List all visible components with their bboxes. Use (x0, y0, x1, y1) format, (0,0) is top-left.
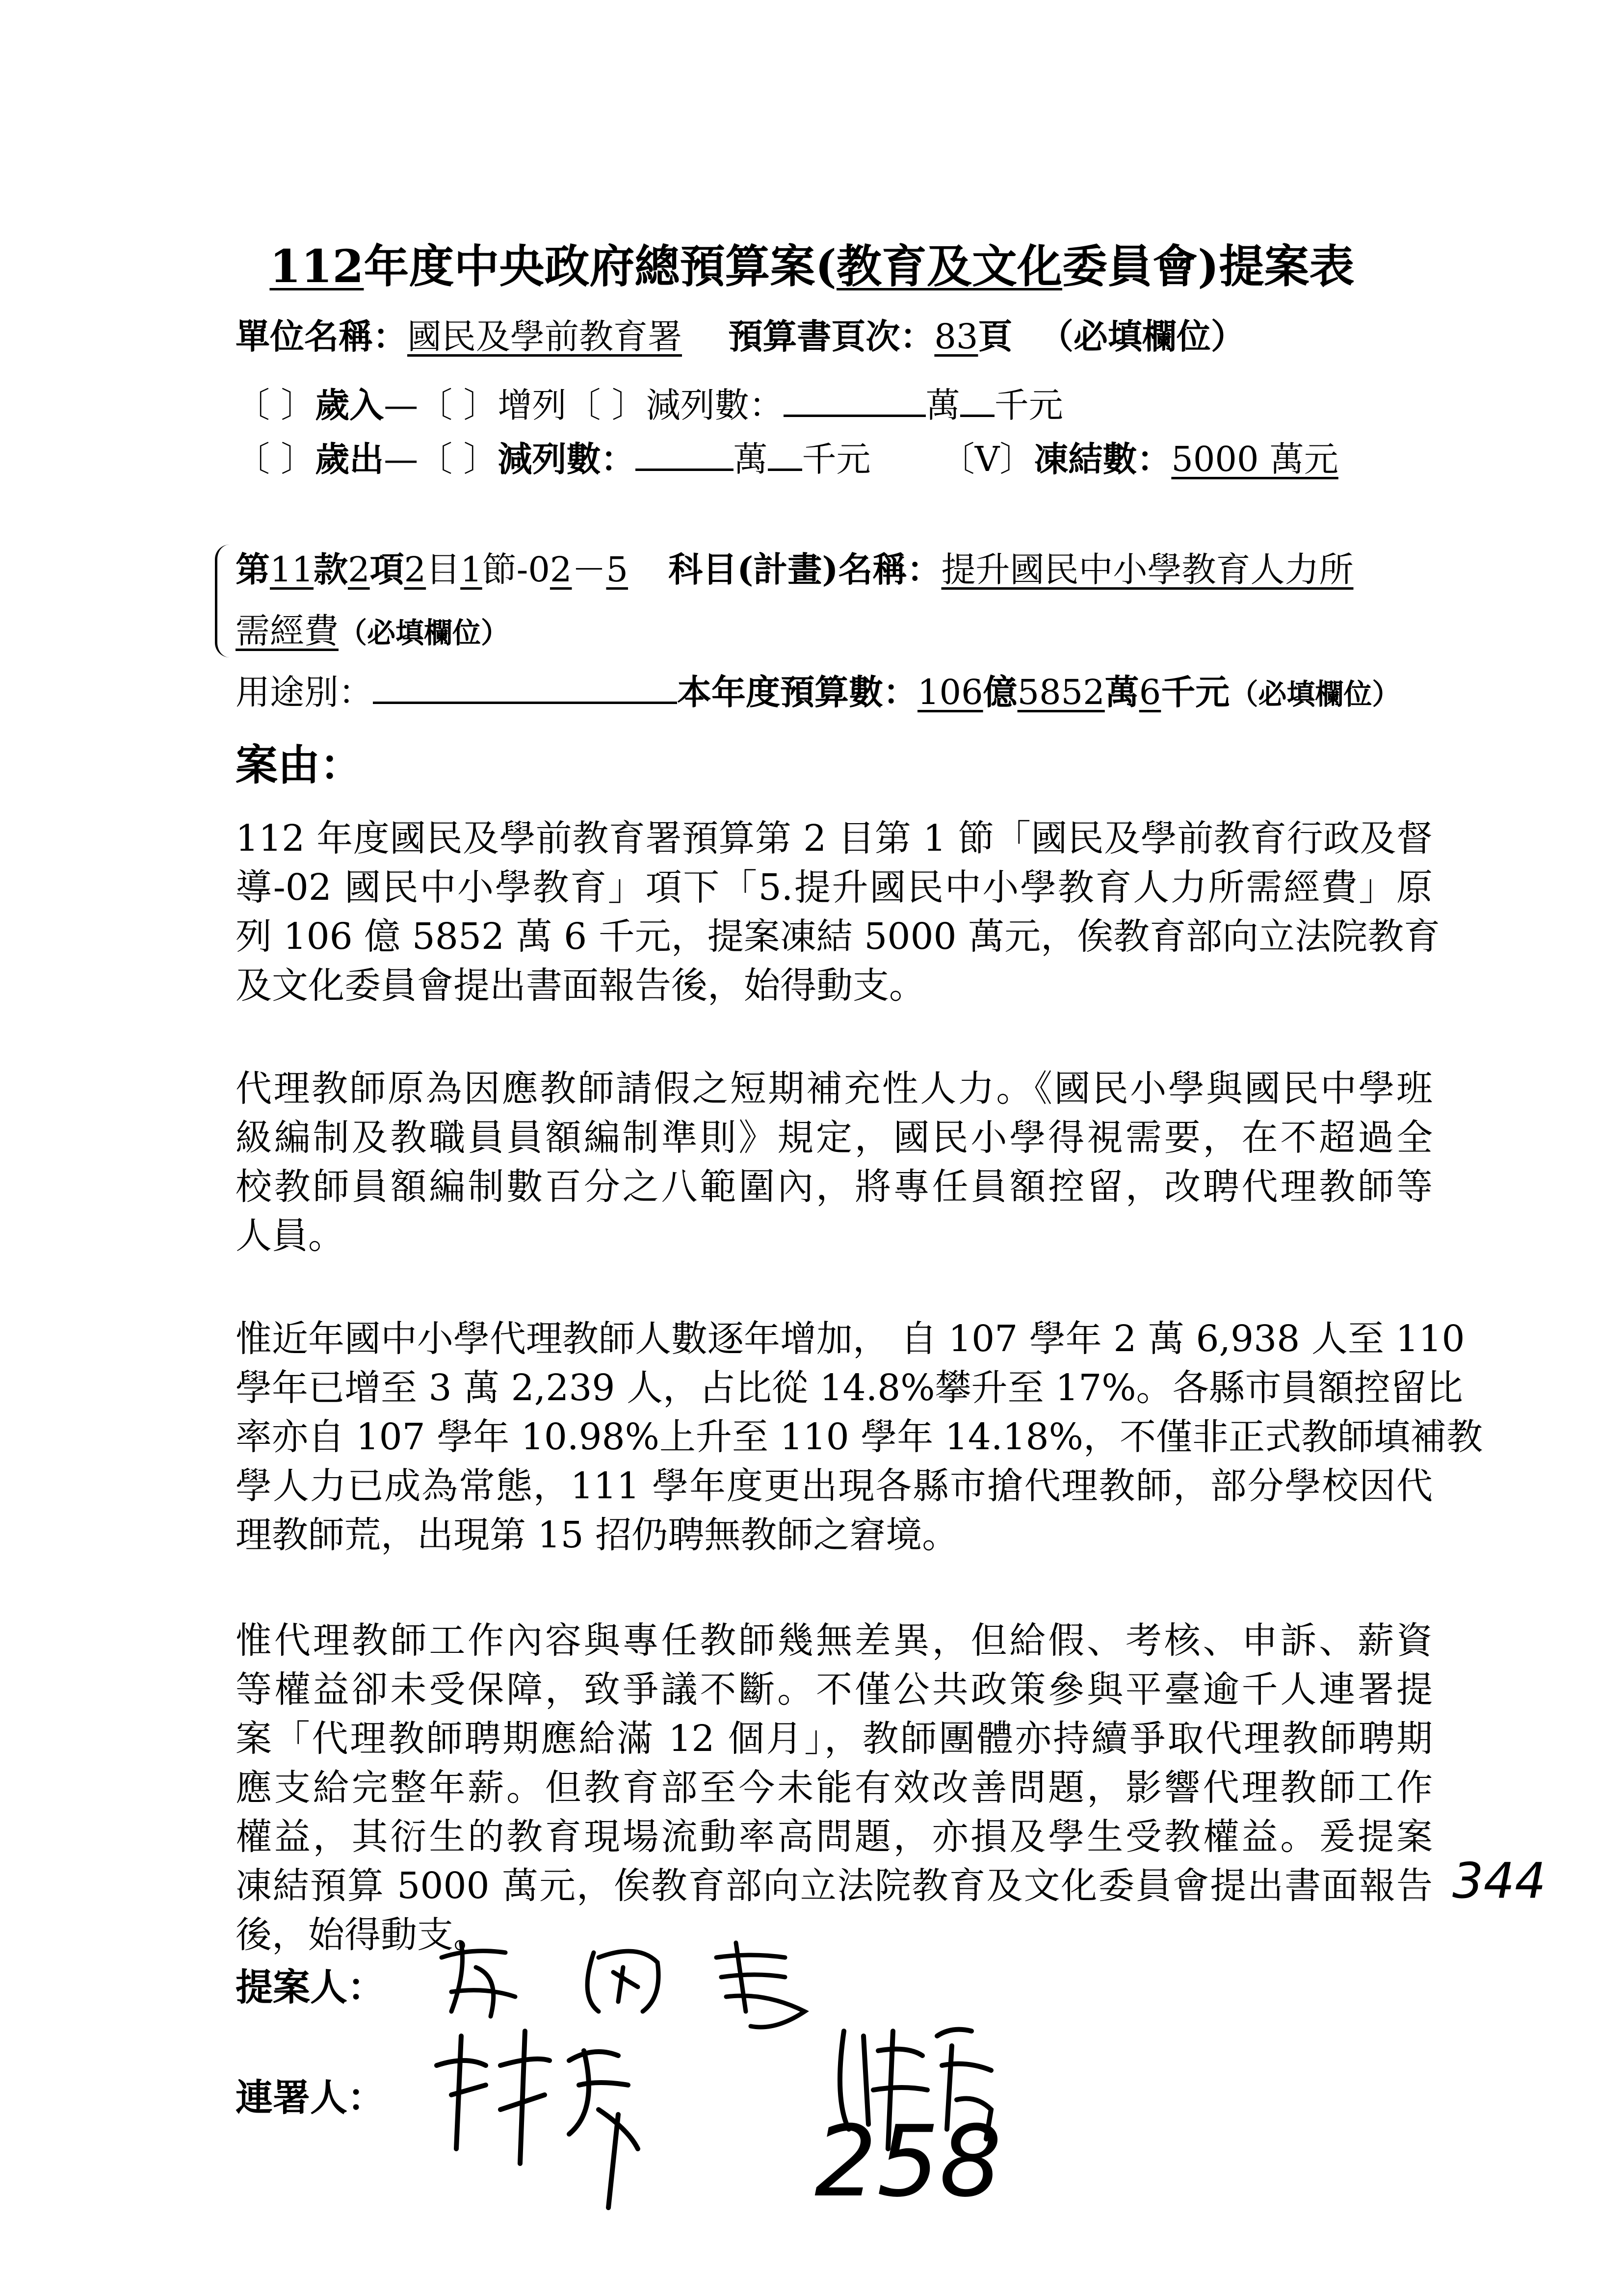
subject-row: 第11款2項2目1節-02－5 科目(計畫)名稱：提升國民中小學教育人力所 (236, 549, 1354, 590)
paragraph-line: 列 106 億 5852 萬 6 千元，提案凍結 5000 萬元，俟教育部向立法院教育 (236, 915, 1441, 958)
paragraph-line: 校教師員額編制數百分之八範圍內，將專任員額控留，改聘代理教師等 (236, 1166, 1433, 1208)
proposer-label: 提案人： (236, 1965, 385, 2009)
paragraph-line: 應支給完整年薪。但教育部至今未能有效改善問題，影響代理教師工作 (236, 1767, 1433, 1809)
paragraph-line: 學年已增至 3 萬 2,239 人，占比從 14.8%攀升至 17%。各縣市員額控留比 (236, 1367, 1463, 1409)
paragraph-line: 學人力已成為常態，111 學年度更出現各縣市搶代理教師，部分學校因代 (236, 1465, 1433, 1507)
paragraph-line: 112 年度國民及學前教育署預算第 2 目第 1 節「國民及學前教育行政及督 (236, 817, 1433, 860)
handwritten-number: 258 (814, 2105, 1002, 2219)
expense-checkbox: 〔 〕 (236, 439, 315, 479)
unit-name: 國民及學前教育署 (407, 316, 682, 357)
unit-row: 單位名稱：國民及學前教育署 預算書頁次：83頁 （必填欄位） (236, 316, 1245, 357)
subject-brace (215, 545, 237, 657)
paragraph-line: 後，始得動支。 (236, 1914, 490, 1956)
cosigner-label: 連署人： (236, 2076, 385, 2119)
page-number: 83 (934, 316, 978, 357)
handwritten-page-number: 344 (1452, 1852, 1546, 1909)
paragraph-line: 案「代理教師聘期應給滿 12 個月」，教師團體亦持續爭取代理教師聘期 (236, 1718, 1433, 1760)
freeze-checkbox: 〔V〕 (940, 439, 1034, 479)
expense-qian-blank (768, 439, 802, 471)
reason-heading: 案由： (236, 740, 362, 790)
document-title: 112年度中央政府總預算案(教育及文化委員會)提案表 (269, 240, 1355, 293)
cosigner-signatures (422, 2002, 1109, 2218)
paragraph-line: 權益，其衍生的教育現場流動率高問題，亦損及學生受教權益。爰提案 (236, 1816, 1433, 1858)
paragraph-line: 導-02 國民中小學教育」項下「5.提升國民中小學教育人力所需經費」原 (236, 866, 1433, 909)
usage-blank (373, 672, 677, 704)
paragraph-line: 及文化委員會提出書面報告後，始得動支。 (236, 965, 925, 1007)
paragraph-line: 凍結預算 5000 萬元，俟教育部向立法院教育及文化委員會提出書面報告 (236, 1865, 1433, 1907)
paragraph-line: 代理教師原為因應教師請假之短期補充性人力。《國民小學與國民中學班 (236, 1068, 1433, 1110)
revenue-row: 〔 〕歲入—〔 〕增列〔 〕減列數： 萬 千元 (236, 385, 1063, 425)
paragraph-line: 理教師荒，出現第 15 招仍聘無教師之窘境。 (236, 1514, 959, 1556)
revenue-wan-blank (784, 385, 926, 417)
expense-wan-blank (635, 439, 733, 471)
freeze-amount: 5000 萬元 (1171, 439, 1338, 479)
usage-row: 用途別： 本年度預算數：106億5852萬6千元（必填欄位） (236, 672, 1401, 712)
paragraph-line: 惟近年國中小學代理教師人數逐年增加， 自 107 學年 2 萬 6,938 人至 110 (236, 1318, 1465, 1360)
subject-row-2: 需經費（必填欄位） (236, 611, 510, 651)
paragraph-line: 惟代理教師工作內容與專任教師幾無差異，但給假、考核、申訴、薪資 (236, 1619, 1433, 1662)
expense-row: 〔 〕歲出—〔 〕減列數： 萬 千元 〔V〕凍結數：5000 萬元 (236, 439, 1338, 479)
paragraph-line: 率亦自 107 學年 10.98%上升至 110 學年 14.18%，不僅非正式教師填補教 (236, 1416, 1483, 1458)
paragraph-line: 等權益卻未受保障，致爭議不斷。不僅公共政策參與平臺逾千人連署提 (236, 1669, 1433, 1711)
paragraph-line: 級編制及教職員員額編制準則》規定，國民小學得視需要，在不超過全 (236, 1117, 1433, 1159)
subject-name: 提升國民中小學教育人力所 (941, 549, 1354, 590)
revenue-checkbox: 〔 〕 (236, 385, 315, 425)
paragraph-line: 人員。 (236, 1215, 344, 1257)
revenue-qian-blank (960, 385, 995, 417)
